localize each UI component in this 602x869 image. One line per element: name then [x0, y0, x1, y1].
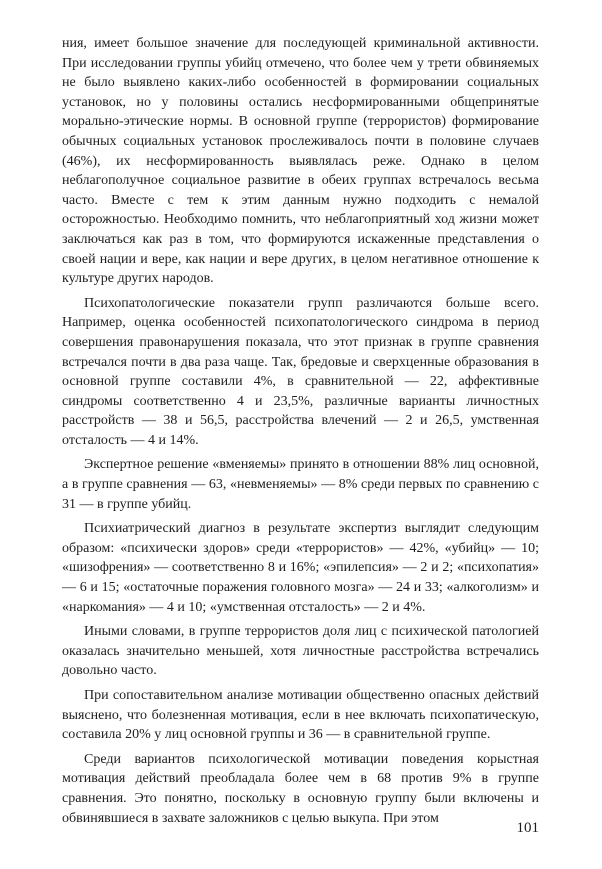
page-number: 101	[516, 820, 539, 836]
paragraph: ния, имеет большое значение для последующей криминальной активности. При исследовании группы убийц отмечено, что более чем у трети обвиняемых не было выявлено каких-либо особенностей в формировании социальных установок, но у половины остались несформированными общепринятые морально-этические нормы. В основной группе (террористов) формирование обычных социальных установок прослеживалось почти в половине случаев (46%), их несформированность выявлялась реже. Однако в целом неблагополучное социальное развитие в обеих группах встречалось весьма часто. Вместе с тем к этим данным нужно подходить с немалой осторожностью. Необходимо помнить, что неблагоприятный ход жизни может заключаться как раз в том, что формируются искаженные представления о своей нации и вере, как нации и вере других, в целом негативное отношение к культуре других народов.	[62, 36, 539, 287]
paragraph: При сопоставительном анализе мотивации общественно опасных действий выяснено, что болезненная мотивация, если в нее включать психопатическую, составила 20% у лиц основной группы и 36 — в сравнительной группе.	[62, 688, 539, 743]
paragraph: Среди вариантов психологической мотивации поведения корыстная мотивация действий преобладала более чем в 68 против 9% в группе сравнения. Это понятно, поскольку в основную группу были включены и обвинявшиеся в захвате заложников с целью выкупа. При этом	[62, 751, 539, 826]
paragraph: Психиатрический диагноз в результате экспертиз выглядит следующим образом: «психически здоров» среди «террористов» — 42%, «убийц» — 10; «шизофрения» — соответственно 8 и 16%; «эпилепсия» — 2 и 2; «психопатия» — 6 и 15; «остаточные поражения головного мозга» — 24 и 33; «алкоголизм» и «наркомания» — 4 и 10; «умственная отсталость» — 2 и 4%.	[62, 521, 539, 615]
paragraph: Иными словами, в группе террористов доля лиц с психической патологией оказалась значительно меньшей, хотя личностные расстройства встречались довольно часто.	[62, 624, 539, 679]
paragraph: Психопатологические показатели групп различаются больше всего. Например, оценка особенностей психопатологического синдрома в период совершения правонарушения показала, что этот признак в группе сравнения встречался почти в два раза чаще. Так, бредовые и сверхценные образования в основной группе составили 4%, в сравнительной — 22, аффективные синдромы соответственно 4 и 23,5%, различные варианты личностных расстройств — 38 и 56,5, расстройства влечений — 2 и 26,5, умственная отсталость — 4 и 14%.	[62, 295, 539, 448]
page-body	[62, 34, 539, 833]
paragraph: Экспертное решение «вменяемы» принято в отношении 88% лиц основной, а в группе сравнения — 63, «невменяемы» — 8% среди первых по сравнению с 31 — в группе убийц.	[62, 457, 539, 512]
